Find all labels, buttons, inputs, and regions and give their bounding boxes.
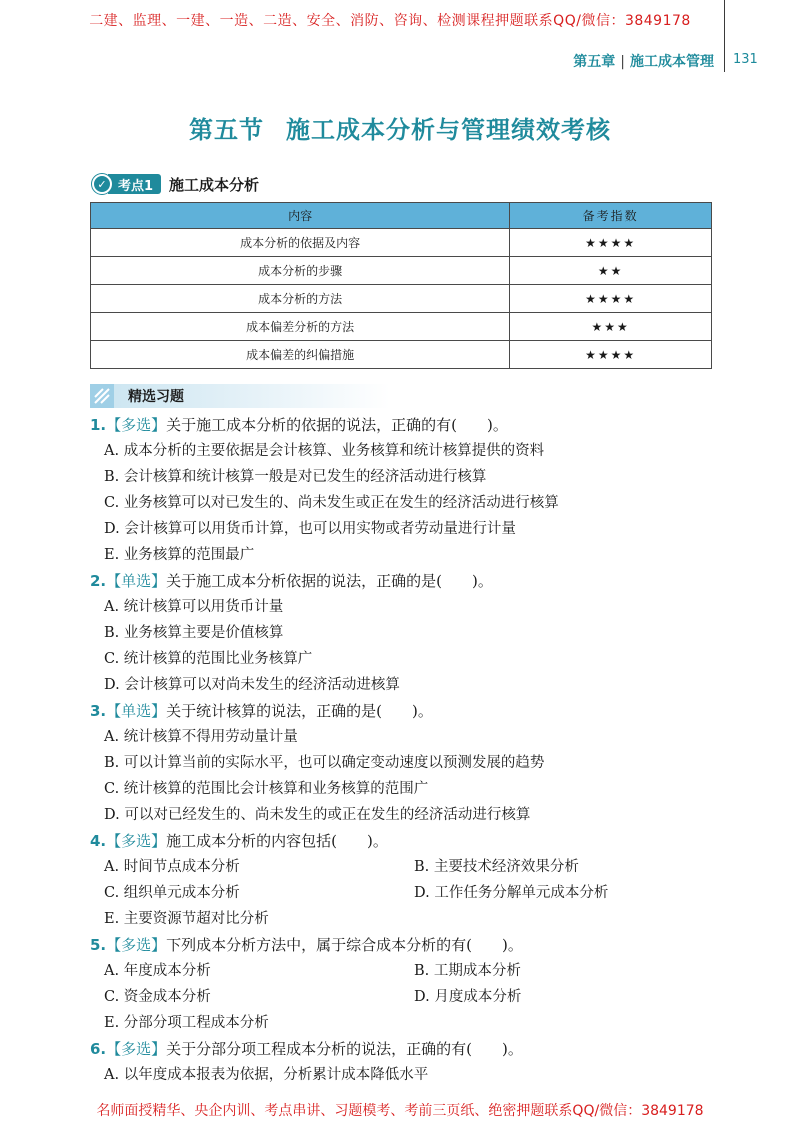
question-type: 【单选】: [106, 702, 167, 720]
option-a: A. 统计核算不得用劳动量计量: [104, 729, 298, 745]
option-d: D. 月度成本分析: [414, 989, 522, 1005]
section-heading: 施工成本分析与管理绩效考核: [286, 115, 611, 144]
question-5: [90, 932, 730, 1036]
pencil-stripes-icon: [90, 384, 114, 408]
section-number: 第五节: [189, 115, 264, 144]
question-number: 6.: [90, 1040, 107, 1058]
question-2: [90, 568, 730, 698]
option-c: C. 统计核算的范围比会计核算和业务核算的范围广: [104, 781, 429, 797]
kaodian-heading: [92, 172, 259, 196]
question-type: 【多选】: [106, 416, 167, 434]
table-cell-content: 成本分析的依据及内容: [91, 229, 510, 257]
question-text: 下列成本分析方法中，属于综合成本分析的有( )。: [166, 936, 523, 954]
table-header-row: [91, 203, 712, 229]
option-b: B. 会计核算和统计核算一般是对已发生的经济活动进行核算: [104, 469, 487, 485]
table-row: [91, 257, 712, 285]
option-d: D. 可以对已经发生的、尚未发生的或正在发生的经济活动进行核算: [104, 807, 531, 823]
exercises-heading: [90, 384, 390, 408]
table-row: [91, 285, 712, 313]
question-number: 4.: [90, 832, 107, 850]
question-1: [90, 412, 730, 568]
question-stem: [90, 828, 730, 854]
option-e: E. 业务核算的范围最广: [104, 547, 255, 563]
question-4: [90, 828, 730, 932]
table-header-rating: 备考指数: [510, 203, 712, 229]
question-stem: [90, 412, 730, 438]
question-stem: [90, 698, 730, 724]
option-c: C. 资金成本分析: [104, 989, 211, 1005]
top-banner: 二建、监理、一建、一造、二造、安全、消防、咨询、检测课程押题联系QQ/微信：3849178: [89, 13, 691, 29]
option-grid: [90, 958, 730, 1010]
exercises-title: 精选习题: [128, 389, 184, 405]
table-row: [91, 313, 712, 341]
topic-table: [90, 202, 712, 369]
question-number: 3.: [90, 702, 107, 720]
table-cell-rating: ★★★★: [510, 285, 712, 313]
check-circle-icon: ✓: [92, 174, 112, 194]
question-type: 【多选】: [106, 832, 167, 850]
kaodian-title: 施工成本分析: [169, 175, 260, 194]
table-row: [91, 341, 712, 369]
question-text: 施工成本分析的内容包括( )。: [166, 832, 388, 850]
table-cell-content: 成本分析的步骤: [91, 257, 510, 285]
question-number: 1.: [90, 416, 107, 434]
table-cell-rating: ★★: [510, 257, 712, 285]
option-a: A. 年度成本分析: [104, 963, 211, 979]
option-a: A. 成本分析的主要依据是会计核算、业务核算和统计核算提供的资料: [104, 443, 545, 459]
section-title: [0, 110, 800, 145]
chapter-title: 施工成本管理: [630, 54, 714, 70]
table-cell-content: 成本偏差分析的方法: [91, 313, 510, 341]
question-text: 关于统计核算的说法，正确的是( )。: [166, 702, 433, 720]
question-list: [90, 412, 730, 1088]
question-type: 【单选】: [106, 572, 167, 590]
option-b: B. 可以计算当前的实际水平，也可以确定变动速度以预测发展的趋势: [104, 755, 545, 771]
chapter-separator: |: [620, 54, 625, 70]
table-header-content: 内容: [91, 203, 510, 229]
option-c: C. 组织单元成本分析: [104, 885, 240, 901]
question-number: 2.: [90, 572, 107, 590]
option-b: B. 业务核算主要是价值核算: [104, 625, 284, 641]
option-e: E. 主要资源节超对比分析: [104, 911, 269, 927]
question-stem: [90, 1036, 730, 1062]
option-d: D. 会计核算可以对尚未发生的经济活动进核算: [104, 677, 400, 693]
chapter-number: 第五章: [573, 54, 616, 70]
question-6: [90, 1036, 730, 1088]
table-cell-content: 成本偏差的纠偏措施: [91, 341, 510, 369]
question-3: [90, 698, 730, 828]
question-stem: [90, 932, 730, 958]
header-divider-line: [724, 0, 725, 72]
option-grid: [90, 854, 730, 906]
option-a: A. 统计核算可以用货币计量: [104, 599, 284, 615]
option-d: D. 工作任务分解单元成本分析: [414, 885, 609, 901]
question-type: 【多选】: [106, 936, 167, 954]
option-c: C. 统计核算的范围比业务核算广: [104, 651, 313, 667]
question-type: 【多选】: [106, 1040, 167, 1058]
option-d: D. 会计核算可以用货币计算，也可以用实物或者劳动量进行计量: [104, 521, 516, 537]
option-c: C. 业务核算可以对已发生的、尚未发生或正在发生的经济活动进行核算: [104, 495, 559, 511]
table-cell-content: 成本分析的方法: [91, 285, 510, 313]
table-row: [91, 229, 712, 257]
chapter-header: [573, 51, 714, 71]
question-stem: [90, 568, 730, 594]
table-cell-rating: ★★★: [510, 313, 712, 341]
question-number: 5.: [90, 936, 107, 954]
option-a: A. 时间节点成本分析: [104, 859, 240, 875]
question-text: 关于施工成本分析的依据的说法，正确的有( )。: [166, 416, 508, 434]
option-b: B. 主要技术经济效果分析: [414, 859, 579, 875]
table-cell-rating: ★★★★: [510, 341, 712, 369]
option-b: B. 工期成本分析: [414, 963, 521, 979]
option-a: A. 以年度成本报表为依据，分析累计成本降低水平: [104, 1067, 429, 1083]
question-text: 关于施工成本分析依据的说法，正确的是( )。: [166, 572, 493, 590]
page-number: 131: [733, 52, 758, 67]
kaodian-tag: 考点1: [108, 174, 161, 194]
table-cell-rating: ★★★★: [510, 229, 712, 257]
bottom-banner: 名师面授精华、央企内训、考点串讲、习题模考、考前三页纸、绝密押题联系QQ/微信：3849178: [96, 1103, 704, 1119]
option-e: E. 分部分项工程成本分析: [104, 1015, 269, 1031]
question-text: 关于分部分项工程成本分析的说法，正确的有( )。: [166, 1040, 523, 1058]
